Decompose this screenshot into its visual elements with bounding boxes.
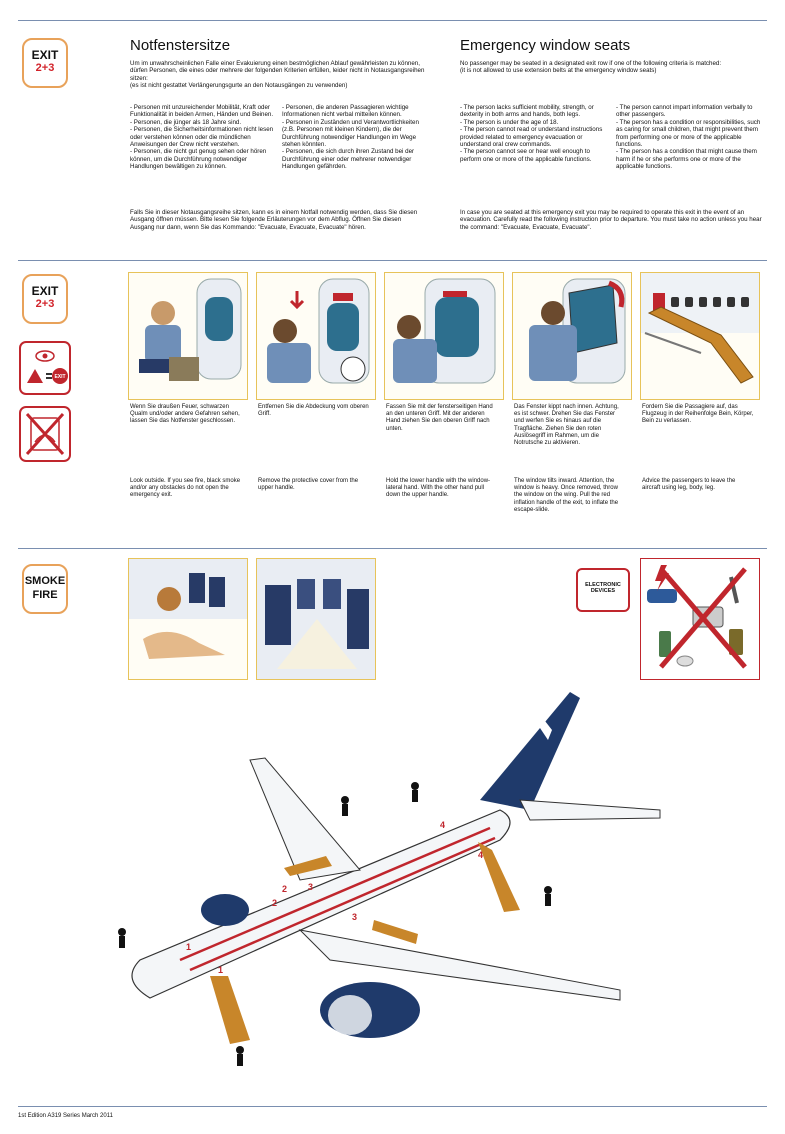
exit-number-label: 3 [352, 912, 358, 922]
no-electronic-devices-icon [640, 558, 760, 680]
list-item: - Personen, die nicht gut genug sehen oder hören können, um die Durchführung notwendiger Handlungen bewältigen zu können. [130, 148, 267, 171]
electronic-devices-label: ELECTRONIC DEVICES [585, 582, 621, 594]
de-list-right [282, 104, 428, 171]
list-item: - The person cannot see or hear well enough to perform one or more of the applicable functions. [460, 148, 592, 163]
smoke-illustration-1 [128, 558, 248, 680]
de-intro: Um im unwahrscheinlichen Falle einer Evakuierung einen bestmöglichen Ablauf gewährleisten zu können, dürfen Personen, die eines oder mehrere der folgenden Kriterien erfüllen, leider nicht in Notausgangsreihen sitzen: [130, 60, 425, 82]
step-caption-en: The window tilts inward. Attention, the window is heavy. Once removed, throw the window on the wing. Pull the red inflation handle of the exit, to inflate the escape-slide. [514, 478, 619, 513]
exit-number-label: 4 [478, 850, 484, 860]
step-illustration-2 [256, 272, 376, 400]
list-item: - Personen mit unzureichender Mobilität, Kraft oder Funktionalität in beiden Armen, Händen und Beinen. [130, 104, 274, 119]
exit-badge-number: 2+3 [35, 62, 55, 74]
step-caption-en: Hold the lower handle with the window-lateral hand. With the other hand pull down the upper handle. [386, 478, 491, 499]
exit-number-label: 3 [308, 882, 314, 892]
en-title: Emergency window seats [460, 37, 631, 54]
step-caption-en: Look outside. If you see fire, black smoke and/or any obstacles do not open the emergency exit. [130, 478, 241, 499]
exit-badge-number: 2+3 [35, 298, 55, 310]
left-wing [250, 758, 360, 880]
exit-badge [22, 274, 68, 324]
de-list-left [130, 104, 278, 171]
escape-slide [478, 842, 520, 912]
list-item: - The person is under the age of 18. [460, 118, 559, 126]
exit-number-label: 1 [186, 942, 192, 952]
step-illustration-5 [640, 272, 760, 400]
svg-text:EXIT: EXIT [54, 374, 66, 380]
list-item: - Personen in Zuständen und Verantwortlichkeiten (z.B. Personen mit kleinen Kindern), die der Durchführung notwendiger Handlungen im Wege stehen könnten. [282, 118, 419, 149]
en-intro-block [460, 60, 765, 75]
list-item: - Personen, die Sicherheitsinformationen nicht lesen oder verstehen können oder die mündlichen Anweisungen der Crew nicht verstehen. [130, 126, 274, 149]
step-illustration-1 [128, 272, 248, 400]
list-item: - The person has a condition or responsibilities, such as caring for small children, that might prevent them from performing one or more of the applicable functions. [616, 118, 761, 149]
list-item: - Personen, die sich durch ihren Zustand bei der Durchführung einer oder mehrerer notwendiger Handlungen gefährden. [282, 148, 415, 171]
look-outside-icon [19, 341, 71, 395]
footer-edition: 1st Edition A319 Series March 2011 [18, 1113, 113, 1119]
step-caption-de: Das Fenster kippt nach innen. Achtung, es ist schwer. Drehen Sie das Fenster und werfen Sie es hinaus auf die Tragfläche. Ziehen Sie den roten Auslösegriff im Rahmen, um die Notrutsche zu aktivieren. [514, 404, 619, 447]
en-closing: In case you are seated at this emergency exit you may be required to operate this exit in the event of an evacuation. Carefully read the following instruction prior to departure. You must take no action unless you hear the command: "Evacuate, Evacuate, Evacuate". [460, 209, 762, 231]
tail-fin [480, 692, 580, 810]
fire-label: FIRE [32, 589, 58, 601]
top-rule [18, 20, 767, 21]
step-caption-de: Fordern Sie die Passagiere auf, das Flugzeug in der Reihenfolge Bein, Körper, Bein zu verlassen. [642, 404, 754, 425]
step-caption-de: Entfernen Sie die Abdeckung vom oberen Griff. [258, 404, 369, 418]
electronic-devices-badge [576, 568, 630, 612]
exit-number-label: 2 [272, 898, 278, 908]
escape-slide [210, 976, 250, 1044]
exit-badge-label: EXIT [31, 284, 59, 298]
smoke-fire-badge [22, 564, 68, 614]
aircraft-evacuation-diagram [100, 680, 680, 1080]
en-intro-note: (it is not allowed to use extension belts at the emergency window seats) [460, 67, 657, 75]
de-closing: Falls Sie in dieser Notausgangsreihe sitzen, kann es in einem Notfall notwendig werden, dass Sie diesen Ausgang öffnen müssen. Bitte lesen Sie folgende Erläuterungen vor dem Abflug. Öffnen Sie diesen Ausgang nur dann, wenn Sie das Kommando: "Evacuate, Evacuate, Evacuate" hören. [130, 209, 418, 231]
list-item: - The person cannot read or understand instructions provided related to emergency evacuation or understand oral crew commands. [460, 126, 603, 149]
smoke-illustration-2 [256, 558, 376, 680]
step-caption-en: Remove the protective cover from the upper handle. [258, 478, 359, 492]
section-divider [18, 548, 767, 549]
list-item: - Personen, die anderen Passagieren wichtige Informationen nicht verbal mitteilen können. [282, 104, 409, 119]
en-intro: No passenger may be seated in a designated exit row if one of the following criteria is matched: [460, 60, 722, 67]
list-item: - The person cannot impart information verbally to other passengers. [616, 104, 753, 119]
exit-number-label: 1 [218, 965, 224, 975]
no-extension-belt-icon [19, 406, 71, 462]
step-illustration-3 [384, 272, 504, 400]
de-intro-note: (es ist nicht gestattet Verlängerungsgurte an den Notausgängen zu verwenden) [130, 82, 348, 90]
exit-badge-label: EXIT [31, 48, 59, 62]
exit-number-label: 4 [440, 820, 446, 830]
step-caption-de: Wenn Sie draußen Feuer, schwarzen Qualm und/oder andere Gefahren sehen, lassen Sie das Notfenster geschlossen. [130, 404, 240, 425]
de-intro-block [130, 60, 425, 90]
escape-slide [372, 920, 418, 944]
exit-number-label: 2 [282, 884, 288, 894]
footer-rule [18, 1106, 767, 1107]
list-item: - The person lacks sufficient mobility, strength, or dexterity in both arms and hands, both legs. [460, 104, 594, 119]
list-item: - The person has a condition that might cause them harm if he or she performs one or more of the applicable functions. [616, 148, 757, 171]
list-item: - Personen, die jünger als 18 Jahre sind. [130, 118, 242, 126]
en-list-right [616, 104, 766, 171]
step-illustration-4 [512, 272, 632, 400]
step-caption-en: Advice the passengers to leave the aircraft using leg, body, leg. [642, 478, 736, 492]
section-divider [18, 260, 767, 261]
left-engine [201, 894, 249, 926]
de-title: Notfenstersitze [130, 37, 231, 54]
exit-badge [22, 38, 68, 88]
step-caption-de: Fassen Sie mit der fensterseitigen Hand an den unteren Griff. Mit der anderen Hand ziehen Sie den oberen Griff nach unten. [386, 404, 493, 432]
smoke-label: SMOKE [24, 575, 66, 587]
en-list-left [460, 104, 610, 163]
